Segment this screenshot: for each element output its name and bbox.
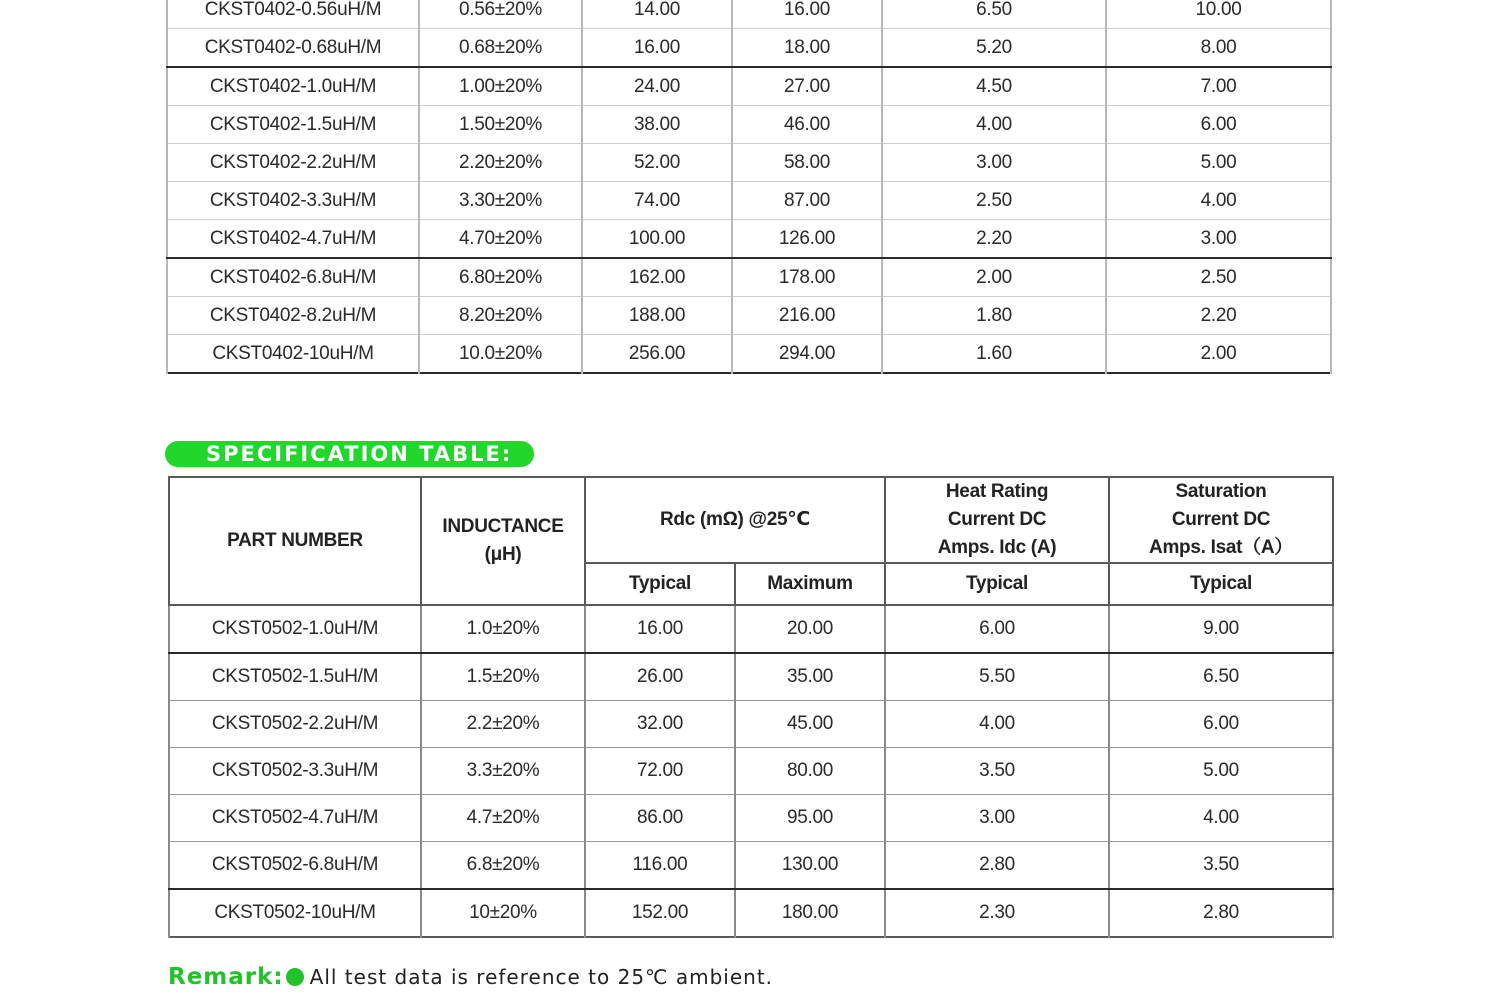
table-cell: CKST0402-0.56uH/M [167, 0, 419, 29]
table-cell: 216.00 [732, 297, 882, 335]
table-cell: 4.7±20% [421, 795, 585, 842]
table-cell: 3.00 [885, 795, 1109, 842]
table-cell: 3.30±20% [419, 182, 582, 220]
table-cell: 4.00 [885, 701, 1109, 748]
header-inductance [421, 477, 585, 605]
table-cell: 4.00 [882, 106, 1106, 144]
table-cell: CKST0502-10uH/M [169, 889, 421, 937]
header-sat-line2: Current DC [1171, 509, 1271, 530]
table-cell: 180.00 [735, 889, 885, 937]
table-cell: 8.20±20% [419, 297, 582, 335]
table-cell: 7.00 [1106, 67, 1331, 106]
header-part-number: PART NUMBER [169, 477, 421, 605]
table-cell: 116.00 [585, 842, 735, 890]
header-saturation [1109, 477, 1333, 563]
table-cell: 27.00 [732, 67, 882, 106]
table-cell: CKST0402-10uH/M [167, 335, 419, 374]
table-cell: 1.60 [882, 335, 1106, 374]
table-cell: 5.50 [885, 653, 1109, 701]
table-cell: 32.00 [585, 701, 735, 748]
table-row [169, 653, 1333, 701]
table-row [167, 67, 1331, 106]
table-cell: 10±20% [421, 889, 585, 937]
table-cell: 52.00 [582, 144, 732, 182]
table-row [167, 297, 1331, 335]
table-cell: CKST0402-6.8uH/M [167, 258, 419, 297]
table-cell: 152.00 [585, 889, 735, 937]
table-row [167, 0, 1331, 29]
table-cell: 20.00 [735, 605, 885, 653]
table-cell: 3.00 [882, 144, 1106, 182]
table-cell: 3.3±20% [421, 748, 585, 795]
table-cell: CKST0402-2.2uH/M [167, 144, 419, 182]
table-row [169, 605, 1333, 653]
table-cell: 3.50 [1109, 842, 1333, 890]
remark [168, 962, 773, 992]
table-row [169, 795, 1333, 842]
table-cell: 24.00 [582, 67, 732, 106]
header-sat-line3: Amps. Isat（A） [1149, 537, 1293, 558]
table-cell: 2.80 [885, 842, 1109, 890]
table-row [169, 748, 1333, 795]
header-heat-typical: Typical [885, 563, 1109, 605]
table-cell: 256.00 [582, 335, 732, 374]
table-row [167, 29, 1331, 68]
header-rdc-typical: Typical [585, 563, 735, 605]
table-cell: 294.00 [732, 335, 882, 374]
table-cell: 6.00 [885, 605, 1109, 653]
table-cell: 100.00 [582, 220, 732, 259]
table-row [169, 889, 1333, 937]
table-cell: 4.50 [882, 67, 1106, 106]
table-cell: 2.20 [882, 220, 1106, 259]
table-body [167, 0, 1331, 373]
table-cell: CKST0402-3.3uH/M [167, 182, 419, 220]
table-cell: 130.00 [735, 842, 885, 890]
table-cell: 1.80 [882, 297, 1106, 335]
table-cell: 74.00 [582, 182, 732, 220]
table-cell: 1.0±20% [421, 605, 585, 653]
table-cell: 16.00 [585, 605, 735, 653]
table-cell: 2.50 [882, 182, 1106, 220]
table-cell: CKST0402-1.0uH/M [167, 67, 419, 106]
table-cell: 45.00 [735, 701, 885, 748]
header-sat-typical: Typical [1109, 563, 1333, 605]
table-row [167, 106, 1331, 144]
table-row [167, 182, 1331, 220]
table-cell: 6.50 [1109, 653, 1333, 701]
table-cell: CKST0502-3.3uH/M [169, 748, 421, 795]
table-cell: CKST0502-1.5uH/M [169, 653, 421, 701]
table-cell: CKST0402-0.68uH/M [167, 29, 419, 68]
table-row [167, 144, 1331, 182]
table-cell: 4.00 [1109, 795, 1333, 842]
table-cell: 2.00 [1106, 335, 1331, 374]
header-rdc-maximum: Maximum [735, 563, 885, 605]
table-cell: 5.20 [882, 29, 1106, 68]
table-cell: 6.00 [1106, 106, 1331, 144]
table-cell: 87.00 [732, 182, 882, 220]
table-cell: 8.00 [1106, 29, 1331, 68]
table-cell: CKST0502-1.0uH/M [169, 605, 421, 653]
table-row [167, 258, 1331, 297]
header-heat-line1: Heat Rating [945, 481, 1049, 502]
table-cell: 58.00 [732, 144, 882, 182]
table-cell: CKST0502-6.8uH/M [169, 842, 421, 890]
table-cell: 126.00 [732, 220, 882, 259]
table-cell: 10.00 [1106, 0, 1331, 29]
table-cell: 18.00 [732, 29, 882, 68]
table-cell: 4.70±20% [419, 220, 582, 259]
table-cell: 2.00 [882, 258, 1106, 297]
header-heat-line2: Current DC [947, 509, 1047, 530]
table-cell: 26.00 [585, 653, 735, 701]
table-cell: 16.00 [582, 29, 732, 68]
table-cell: 1.50±20% [419, 106, 582, 144]
table-cell: 95.00 [735, 795, 885, 842]
table-cell: 1.5±20% [421, 653, 585, 701]
table-cell: 72.00 [585, 748, 735, 795]
table-cell: 80.00 [735, 748, 885, 795]
table-cell: 162.00 [582, 258, 732, 297]
header-rdc: Rdc (mΩ) @25℃ [585, 477, 885, 563]
table-row [167, 220, 1331, 259]
table-header [169, 477, 1333, 605]
inductor-table-0402 [166, 0, 1332, 374]
specification-table-badge: SPECIFICATION TABLE: [165, 441, 534, 467]
table-row [167, 335, 1331, 374]
remark-label: Remark: [168, 964, 284, 990]
table-cell: 2.30 [885, 889, 1109, 937]
table-cell: 2.50 [1106, 258, 1331, 297]
remark-text: All test data is reference to 25℃ ambient. [309, 965, 774, 989]
table-cell: 3.50 [885, 748, 1109, 795]
specification-table-0502 [168, 476, 1334, 938]
table-cell: 38.00 [582, 106, 732, 144]
table-cell: 0.68±20% [419, 29, 582, 68]
table-cell: 1.00±20% [419, 67, 582, 106]
table-cell: 0.56±20% [419, 0, 582, 29]
table-row [169, 842, 1333, 890]
header-heat-line3: Amps. Idc (A) [937, 537, 1057, 558]
table-cell: 178.00 [732, 258, 882, 297]
table-cell: 86.00 [585, 795, 735, 842]
table-cell: 16.00 [732, 0, 882, 29]
table-cell: CKST0402-8.2uH/M [167, 297, 419, 335]
header-sat-line1: Saturation [1175, 481, 1267, 502]
table-cell: CKST0502-4.7uH/M [169, 795, 421, 842]
bullet-dot-icon [286, 968, 304, 986]
table-cell: CKST0402-4.7uH/M [167, 220, 419, 259]
table-cell: 188.00 [582, 297, 732, 335]
table-cell: 10.0±20% [419, 335, 582, 374]
header-inductance-line2: (μH) [484, 544, 522, 565]
table-cell: 6.8±20% [421, 842, 585, 890]
table-cell: 46.00 [732, 106, 882, 144]
table-cell: 3.00 [1106, 220, 1331, 259]
table-cell: 2.2±20% [421, 701, 585, 748]
table-cell: 6.50 [882, 0, 1106, 29]
table-cell: 9.00 [1109, 605, 1333, 653]
table-cell: 5.00 [1109, 748, 1333, 795]
table-cell: 6.80±20% [419, 258, 582, 297]
table-cell: 6.00 [1109, 701, 1333, 748]
table-cell: 5.00 [1106, 144, 1331, 182]
table-cell: 35.00 [735, 653, 885, 701]
table-cell: 2.20 [1106, 297, 1331, 335]
table-cell: CKST0502-2.2uH/M [169, 701, 421, 748]
table-cell: CKST0402-1.5uH/M [167, 106, 419, 144]
table-cell: 2.80 [1109, 889, 1333, 937]
header-heat-rating [885, 477, 1109, 563]
table-cell: 14.00 [582, 0, 732, 29]
table-body [169, 605, 1333, 937]
table-row [169, 701, 1333, 748]
table-cell: 2.20±20% [419, 144, 582, 182]
table-cell: 4.00 [1106, 182, 1331, 220]
header-inductance-line1: INDUCTANCE [442, 516, 564, 537]
